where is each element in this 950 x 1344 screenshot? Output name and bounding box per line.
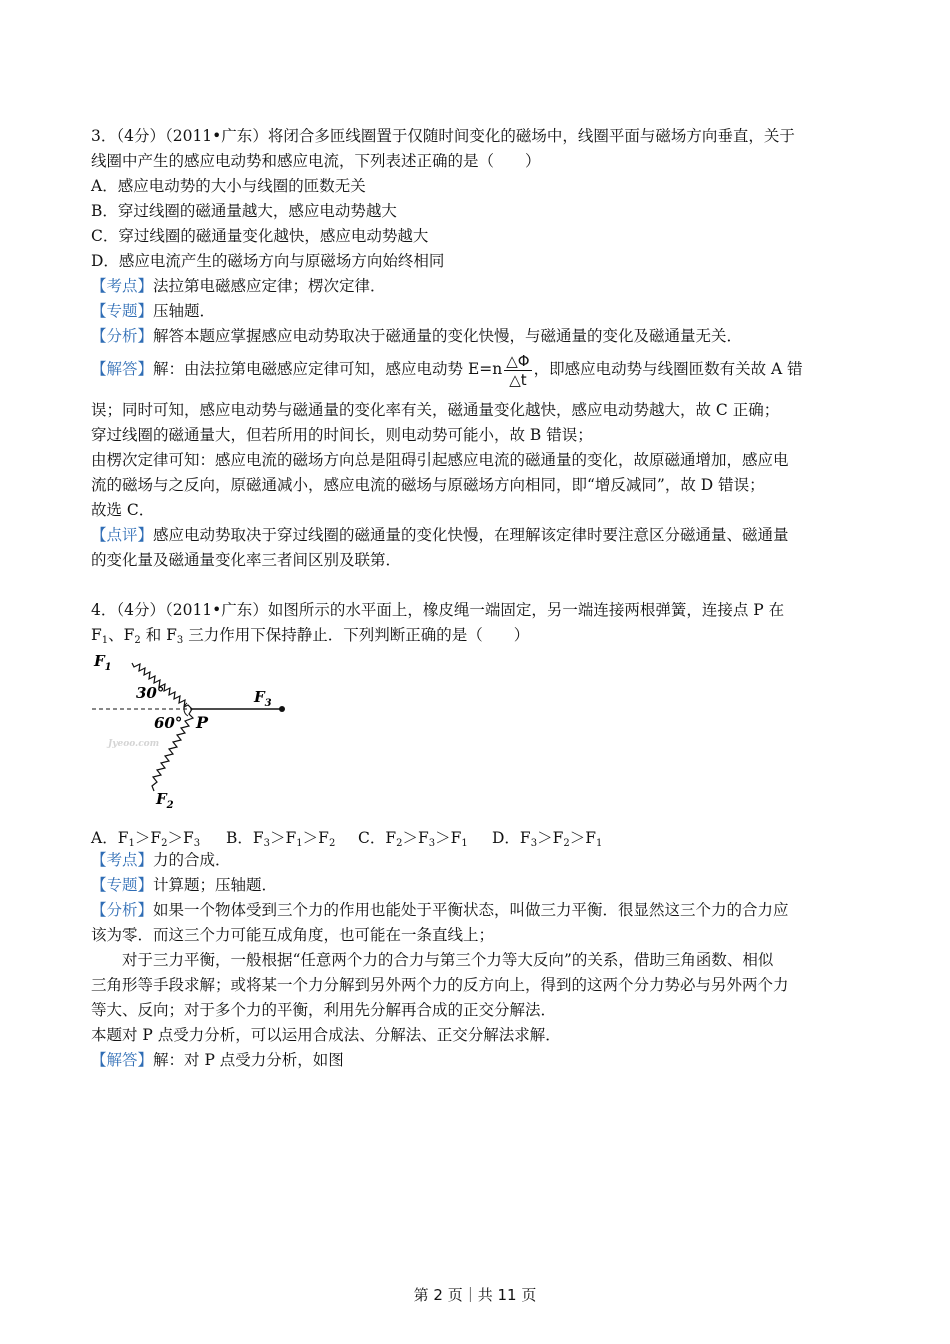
watermark: Jyeoo.com bbox=[108, 739, 160, 749]
f3-label: $F_3$ bbox=[254, 688, 272, 709]
q4-zhuanti bbox=[91, 875, 277, 895]
q4-fenxi-tag: 【分析】 bbox=[91, 901, 154, 919]
q4-option-c: C．$F_2>F_3>F_1$ bbox=[358, 829, 468, 849]
angle-arc-60 bbox=[184, 709, 188, 716]
q3-jieda-post: ，即感应电动势与线圈匝数有关故 A 错 bbox=[533, 360, 803, 378]
q4-fenxi bbox=[91, 900, 789, 920]
q4-option-d: D．$F_3>F_2>F_1$ bbox=[492, 829, 603, 849]
f3-anchor-dot bbox=[279, 706, 285, 712]
q3-zhuanti-text: 压轴题． bbox=[153, 302, 216, 320]
q4-fenxi-line: 本题对 P 点受力分析，可以运用合成法、分解法、正交分解法求解． bbox=[91, 1026, 561, 1044]
angle-30-label: 30° bbox=[136, 684, 165, 702]
f2-label: $F_2$ bbox=[156, 790, 174, 810]
q3-kaodian-tag: 【考点】 bbox=[91, 277, 154, 295]
q4-kaodian-text: 力的合成． bbox=[153, 851, 231, 869]
q4-fenxi-line: 等大、反向；对于多个力的平衡，利用先分解再合成的正交分解法． bbox=[91, 1001, 557, 1019]
q3-jieda-line: 流的磁场与之反向，原磁通减小，感应电流的磁场与原磁场方向相同，即“增反减同”，故 D 错误； bbox=[91, 476, 765, 494]
q3-jieda-line: 穿过线圈的磁通量大，但若所用的时间长，则电动势可能小，故 B 错误； bbox=[91, 426, 593, 444]
q3-fenxi bbox=[91, 326, 742, 346]
q4-jieda-text: 解：对 P 点受力分析，如图 bbox=[153, 1051, 344, 1069]
page-footer: 第 2 页｜共 11 页 bbox=[413, 1286, 537, 1304]
emf-fraction-numerator: △Φ bbox=[506, 351, 530, 370]
force-diagram bbox=[88, 648, 298, 810]
q4-kaodian-tag: 【考点】 bbox=[91, 851, 154, 869]
q3-option-c: C．穿过线圈的磁通量变化越快，感应电动势越大 bbox=[91, 227, 429, 245]
angle-60-label: 60° bbox=[154, 714, 183, 732]
emf-fraction-denominator: △t bbox=[509, 370, 527, 389]
q3-jieda-tag: 【解答】 bbox=[91, 360, 154, 378]
q4-jieda bbox=[91, 1050, 344, 1070]
q3-jieda-pre: 解：由法拉第电磁感应定律可知，感应电动势 E=n bbox=[153, 360, 503, 378]
q4-stem-text: F bbox=[91, 626, 102, 644]
q3-kaodian-text: 法拉第电磁感应定律；楞次定律． bbox=[153, 277, 386, 295]
q3-fenxi-text: 解答本题应掌握感应电动势取决于磁通量的变化快慢，与磁通量的变化及磁通量无关． bbox=[153, 327, 743, 345]
f1-label: $F_1$ bbox=[94, 652, 112, 673]
q3-zhuanti-tag: 【专题】 bbox=[91, 302, 154, 320]
q4-option-a: A．$F_1>F_2>F_3$ bbox=[91, 829, 201, 849]
q3-kaodian bbox=[91, 276, 386, 296]
q3-jieda-line: 误；同时可知，感应电动势与磁通量的变化率有关，磁通量变化越快，感应电动势越大，故 C 正确； bbox=[91, 401, 780, 419]
q4-stem-sub: 3 bbox=[176, 635, 184, 646]
q4-zhuanti-tag: 【专题】 bbox=[91, 876, 154, 894]
point-p-label: P bbox=[196, 713, 209, 732]
q4-fenxi-text: 如果一个物体受到三个力的作用也能处于平衡状态，叫做三力平衡．很显然这三个力的合力应 bbox=[153, 901, 789, 919]
q3-option-d: D．感应电流产生的磁场方向与原磁场方向始终相同 bbox=[91, 252, 445, 270]
q4-fenxi-line: 对于三力平衡，一般根据“任意两个力的合力与第三个力等大反向”的关系，借助三角函数、相似 bbox=[91, 951, 774, 969]
q4-fenxi-line: 该为零．而这三个力可能互成角度，也可能在一条直线上； bbox=[91, 926, 495, 944]
emf-fraction bbox=[504, 352, 531, 389]
q3-option-a: A．感应电动势的大小与线圈的匝数无关 bbox=[91, 177, 366, 195]
q4-kaodian bbox=[91, 850, 231, 870]
q4-stem-text: 三力作用下保持静止．下列判断正确的是（ ） bbox=[183, 626, 530, 644]
q3-option-b: B．穿过线圈的磁通量越大，感应电动势越大 bbox=[91, 202, 397, 220]
q3-zhuanti bbox=[91, 301, 215, 321]
q3-dianping-tag: 【点评】 bbox=[91, 526, 154, 544]
q4-stem-text: 、F bbox=[108, 626, 135, 644]
q4-zhuanti-text: 计算题；压轴题． bbox=[153, 876, 278, 894]
q3-jieda bbox=[91, 350, 803, 389]
q3-dianping-text: 感应电动势取决于穿过线圈的磁通量的变化快慢，在理解该定律时要注意区分磁通量、磁通量 bbox=[153, 526, 789, 544]
q3-jieda-line: 故选 C． bbox=[91, 501, 155, 519]
q4-fenxi-line: 三角形等手段求解；或将某一个力分解到另外两个力的反方向上，得到的这两个分力势必与另外两个力 bbox=[91, 976, 789, 994]
q3-jieda-line: 由楞次定律可知：感应电流的磁场方向总是阻碍引起感应电流的磁通量的变化，故原磁通增加，感应电 bbox=[91, 451, 789, 469]
q4-stem-text: 和 F bbox=[140, 626, 177, 644]
q3-stem-line1: 3．（4分）（2011•广东）将闭合多匝线圈置于仅随时间变化的磁场中，线圈平面与磁场方向垂直，关于 bbox=[91, 127, 795, 145]
q3-fenxi-tag: 【分析】 bbox=[91, 327, 154, 345]
q4-stem-sub: 1 bbox=[101, 635, 109, 646]
q3-stem-line2: 线圈中产生的感应电动势和感应电流，下列表述正确的是（ ） bbox=[91, 152, 541, 170]
q4-stem-line1: 4．（4分）（2011•广东）如图所示的水平面上，橡皮绳一端固定，另一端连接两根弹簧，连接点 P 在 bbox=[91, 601, 785, 619]
q4-jieda-tag: 【解答】 bbox=[91, 1051, 154, 1069]
q4-option-b: B．$F_3>F_1>F_2$ bbox=[226, 829, 336, 849]
q4-stem-sub: 2 bbox=[134, 635, 141, 646]
q3-dianping bbox=[91, 525, 789, 545]
q3-dianping-line2: 的变化量及磁通量变化率三者间区别及联第． bbox=[91, 551, 402, 569]
